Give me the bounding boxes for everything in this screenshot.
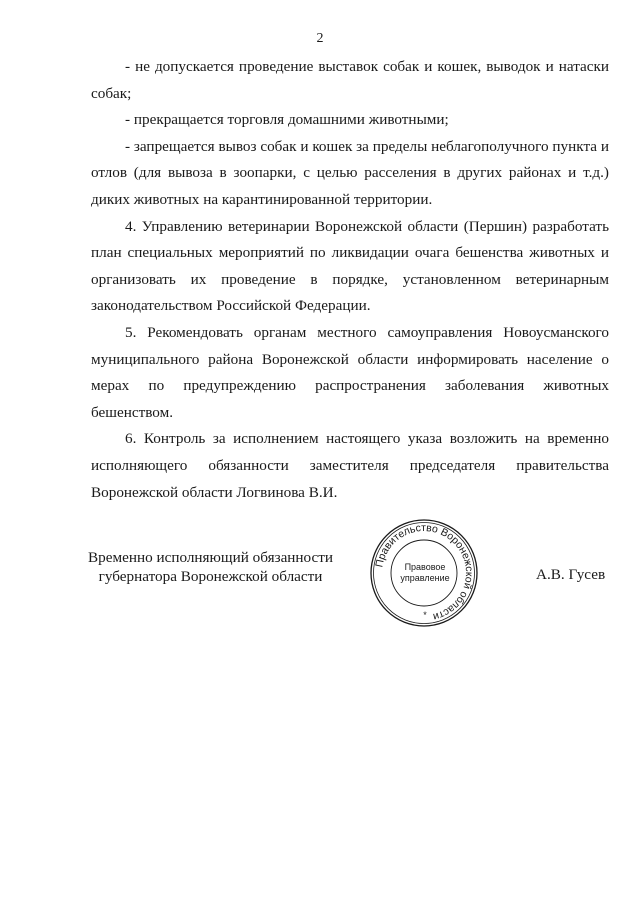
- paragraph-no-export: - запрещается вывоз собак и кошек за пределы неблагополучного пункта и отлов (для вывоза в зоопарки, с целью расселения в других районах и т.д.) диких животных на карантинированной территории.: [91, 137, 609, 208]
- document-body: [91, 54, 609, 506]
- signatory-title-line1: Временно исполняющий обязанности: [88, 549, 334, 566]
- paragraph-no-exhibitions: - не допускается проведение выставок собак и кошек, выводок и натаски собак;: [91, 58, 609, 102]
- paragraph-item-4: 4. Управлению ветеринарии Воронежской области (Першин) разработать план специальных мероприятий по ликвидации очага бешенства животных и организовать их проведение в порядке, установленном ветеринарным законодательством Российской Федерации.: [91, 217, 609, 315]
- seal-inner-line1: Правовое: [404, 562, 446, 572]
- signatory-title-line2: губернатора Воронежской области: [98, 568, 323, 585]
- paragraph-no-trade: - прекращается торговля домашними животными;: [125, 111, 449, 129]
- seal-outer-text: Правительство Воронежской области: [373, 521, 476, 623]
- signatory-name: А.В. Гусев: [536, 566, 606, 583]
- page-number: 2: [316, 31, 324, 46]
- official-seal: [369, 518, 479, 628]
- seal-inner-line2: управление: [400, 573, 450, 583]
- paragraph-item-6: 6. Контроль за исполнением настоящего указа возложить на временно исполняющего обязанности заместителя председателя правительства Воронежской области Логвинова В.И.: [91, 430, 609, 501]
- signatory-title: [88, 548, 333, 586]
- paragraph-item-5: 5. Рекомендовать органам местного самоуправления Новоусманского муниципального района Воронежской области информировать население о мерах по предупреждению распространения заболевания животных бешенством.: [91, 323, 609, 421]
- seal-star-icon: *: [423, 610, 427, 620]
